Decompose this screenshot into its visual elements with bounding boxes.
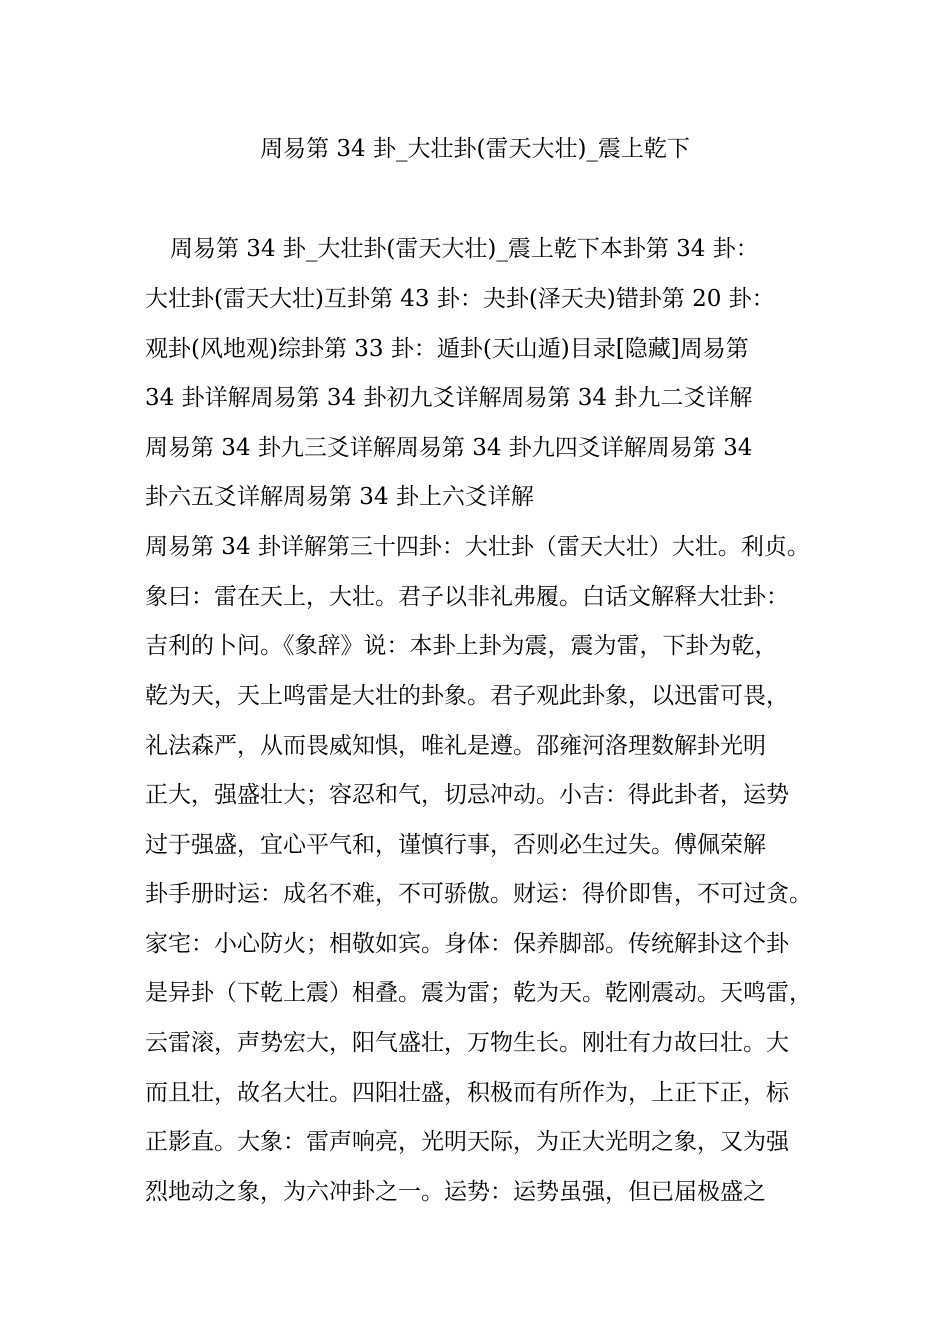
- body-line-10: 乾为天，天上鸣雷是大壮的卦象。君子观此卦象，以迅雷可畏，: [145, 683, 789, 709]
- body-line-2: 大壮卦(雷天大壮)互卦第 43 卦：夬卦(泽天夬)错卦第 20 卦：: [145, 286, 775, 312]
- body-line-19: 正影直。大象：雷声响亮，光明天际，为正大光明之象，又为强: [145, 1129, 789, 1155]
- body-line-16: 是异卦（下乾上震）相叠。震为雷；乾为天。乾刚震动。天鸣雷，: [145, 980, 812, 1006]
- document-title: 周易第 34 卦_大壮卦(雷天大壮)_震上乾下: [260, 136, 690, 162]
- body-line-8: 象曰：雷在天上，大壮。君子以非礼弗履。白话文解释大壮卦：: [145, 584, 789, 610]
- body-line-7: 周易第 34 卦详解第三十四卦：大壮卦（雷天大壮）大壮。利贞。: [145, 534, 810, 560]
- body-line-14: 卦手册时运：成名不难，不可骄傲。财运：得价即售，不可过贪。: [145, 881, 812, 907]
- body-line-15: 家宅：小心防火；相敬如宾。身体：保养脚部。传统解卦这个卦: [145, 931, 789, 957]
- body-line-18: 而且壮，故名大壮。四阳壮盛，积极而有所作为，上正下正，标: [145, 1080, 789, 1106]
- body-line-4: 34 卦详解周易第 34 卦初九爻详解周易第 34 卦九二爻详解: [145, 385, 753, 411]
- body-line-6: 卦六五爻详解周易第 34 卦上六爻详解: [145, 484, 534, 510]
- body-line-9: 吉利的卜问。《象辞》说：本卦上卦为震，震为雷，下卦为乾，: [145, 633, 778, 659]
- body-line-17: 云雷滚，声势宏大，阳气盛壮，万物生长。刚壮有力故曰壮。大: [145, 1030, 789, 1056]
- body-line-20: 烈地动之象，为六冲卦之一。运势：运势虽强，但已届极盛之: [145, 1179, 766, 1205]
- body-line-5: 周易第 34 卦九三爻详解周易第 34 卦九四爻详解周易第 34: [145, 435, 753, 461]
- body-line-1: 周易第 34 卦_大壮卦(雷天大壮)_震上乾下本卦第 34 卦：: [170, 236, 759, 262]
- body-line-11: 礼法森严，从而畏威知惧，唯礼是遵。邵雍河洛理数解卦光明: [145, 733, 766, 759]
- body-line-12: 正大，强盛壮大；容忍和气，切忌冲动。小吉：得此卦者，运势: [145, 782, 789, 808]
- body-line-13: 过于强盛，宜心平气和，谨慎行事，否则必生过失。傅佩荣解: [145, 832, 766, 858]
- body-line-3: 观卦(风地观)综卦第 33 卦：遁卦(天山遁)目录[隐藏]周易第: [145, 336, 749, 362]
